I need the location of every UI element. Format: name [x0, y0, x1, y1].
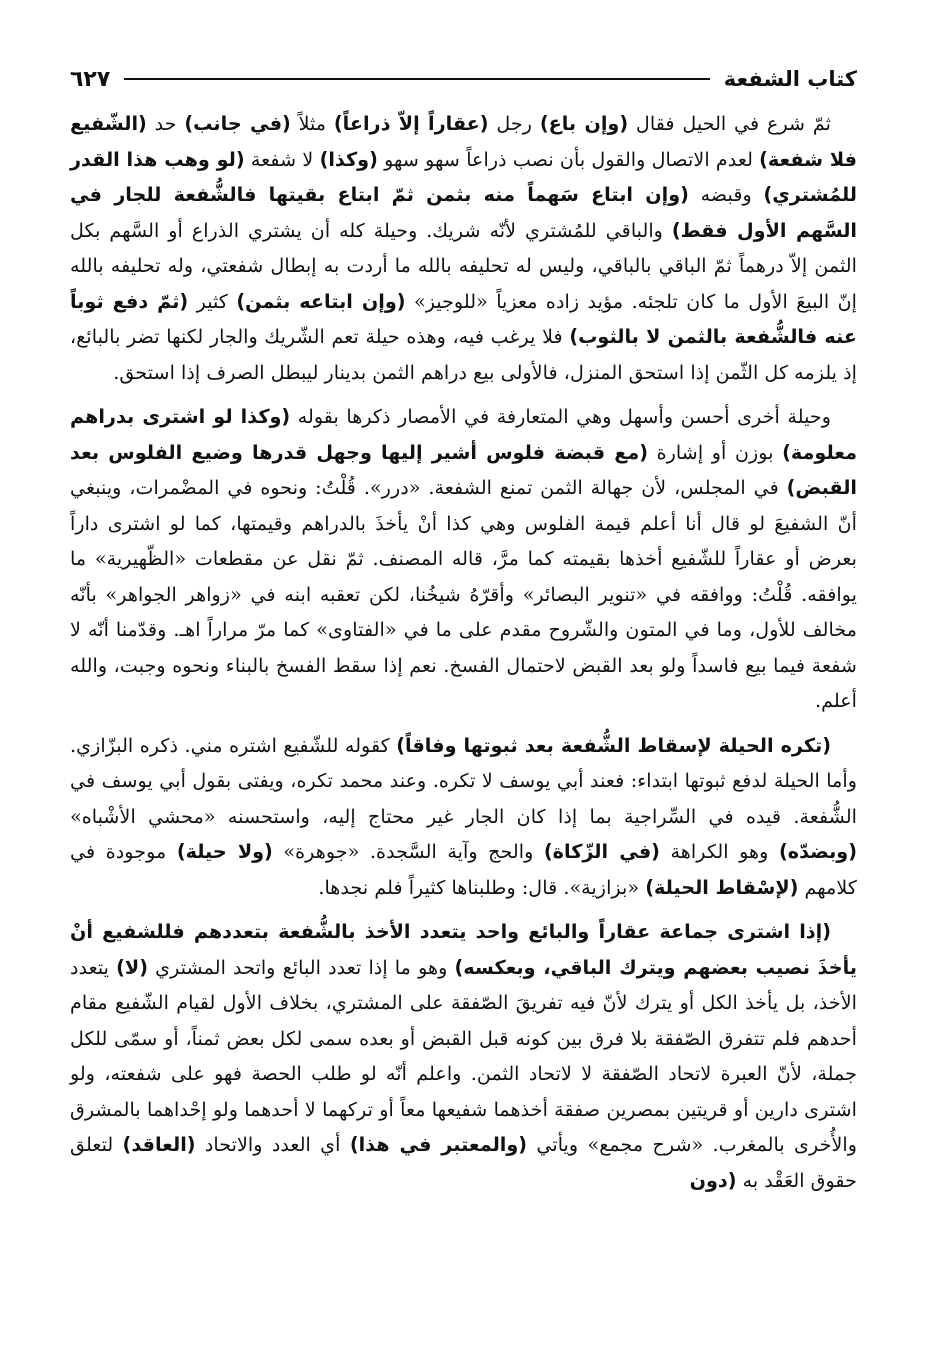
matn-text: (الشّفيع فلا شفعة) — [70, 112, 857, 171]
sharh-text: أي العدد والاتحاد — [195, 1133, 350, 1156]
paragraph-3 — [70, 728, 857, 906]
sharh-text: وحيلة أخرى أحسن وأسهل وهي المتعارفة في الأمصار ذكرها بقوله — [290, 405, 831, 428]
sharh-text: يتعدد الأخذ، بل يأخذ الكل أو يترك لأنّ فيه تفريقَ الصّفقة على المشتري، بخلاف الأول لقيام الشّفيع مقام أحدهم فلم تتفرق الصّفقة بلا فرق بين كونه قبل القبض أو بعده سمى لكل بعض ثمناً، أو سمّى للكل جملة، لأنّ العبرة لاتحاد الصّفقة لا لاتحاد الثمن. واعلم أنّه لو طلب الحصة فهو على شفعته، ولو اشترى دارين أو قريتين بمصرين صفقة أخذهما شفيعها معاً أو تركهما لا أحدهما ولو إحْداهما بالمشرق والأُخرى بالمغرب. «شرح مجمع» ويأتي — [70, 955, 857, 1156]
paragraph-1 — [70, 106, 857, 390]
matn-text: (وإن باع) — [539, 112, 629, 135]
matn-text: (لإسْقاط الحيلة) — [645, 875, 799, 899]
sharh-text: كثير — [188, 289, 237, 313]
matn-text: (وكذا لو اشترى بدراهم معلومة) — [70, 405, 857, 464]
page-number: ٦٢٧ — [70, 66, 111, 92]
sharh-text: والحج وآية السَّجدة. «جوهرة» — [272, 840, 544, 863]
matn-text: (دون — [689, 1168, 737, 1192]
sharh-text: رجل — [488, 112, 540, 135]
matn-text: (في الزّكاة) — [543, 840, 660, 863]
sharh-text: لتعلق حقوق العَقْد به — [70, 1133, 857, 1192]
header-rule — [124, 78, 709, 80]
matn-text: (والمعتبر في هذا) — [349, 1133, 528, 1156]
matn-text: (مع قبضة فلوس أشير إليها وجهل قدرها وضيع الفلوس بعد القبض) — [70, 440, 857, 499]
sharh-text: ثمّ شرع في الحيل فقال — [628, 112, 832, 135]
matn-text: (عقاراً إلاّ ذراعاً) — [333, 112, 489, 135]
sharh-text: لعدم الاتصال والقول بأن نصب ذراعاً سهو سهو — [377, 147, 760, 171]
matn-text: (لا) — [116, 955, 148, 979]
sharh-text: «بزازية». قال: وطلبناها كثيراً فلم نجدها. — [318, 875, 646, 899]
sharh-text: مثلاً — [290, 112, 334, 135]
matn-text: (ولا حيلة) — [176, 840, 273, 863]
sharh-text: وهو الكراهة — [659, 840, 779, 863]
sharh-text: والباقي للمُشتري لأنّه شريك. وحيلة كله أن يشتري الذراع أو السَّهم بكل الثمن إلاّ درهماً ثمّ الباقي بالباقي، وليس له تحليفه بالله ما أردت به إبطال شفعتي، وله تحليفه بالله إنّ البيعَ الأول ما كان تلجئه. مؤيد زاده معزياً «للوجيز» — [70, 218, 858, 313]
matn-text: (لو وهب هذا القدر للمُشتري) — [70, 147, 858, 206]
sharh-text: بوزن أو إشارة — [648, 440, 783, 464]
sharh-text: كقوله للشّفيع اشتره مني. ذكره البزّازي. وأما الحيلة لدفع ثبوتها ابتداء: فعند أبي يوسف لا تكره. وعند محمد تكره، ويفتى بقول أبي يوسف في الشُّفعة. قيده في السِّراجية بما إذا كان الجار غير محتاج إليه، واستحسنه «محشي الأشْباه» — [70, 733, 857, 828]
matn-text: (العاقد) — [122, 1133, 196, 1156]
matn-text: (وإن ابتاع سَهماً منه بثمن ثمّ ابتاع بقيتها فالشُّفعة للجار في السَّهم الأول فقط) — [70, 183, 857, 242]
matn-text: (تكره الحيلة لإسقاط الشُّفعة بعد ثبوتها وفاقاً) — [396, 733, 831, 757]
matn-text: (وكذا) — [319, 147, 378, 171]
matn-text: (وبضدّه) — [778, 840, 857, 863]
sharh-text: في المجلس، لأن جهالة الثمن تمنع الشفعة. «درر». قُلْتُ: ونحوه في المضْمرات، وينبغي أنّ الشفيعَ لو قال أنا أعلم قيمة الفلوس وهي كذا أنْ يأخذَ بالدراهم وقيمتها، كما لو اشترى داراً بعرض أو عقاراً للشّفيع أخذها بقيمته كما مرَّ، قاله المصنف. ثمّ نقل عن مقطعات «الظّهيرية» ما يوافقه. قُلْتُ: ووافقه في «تنوير البصائر» وأقرّهُ شيخُنا، لكن تعقبه ابنه في «زواهر الجواهر» بأنّه مخالف للأول، وما في المتون والشّروح مقدم على ما في «الفتاوى» كما مرّ مراراً اهـ. وقدّمنا أنّه لا شفعة فيما بيع فاسداً ولو بعد القبض لاحتمال الفسخ. نعم إذا سقط الفسخ بالبناء ونحوه وجبت، والله أعلم. — [70, 476, 857, 712]
page-header — [70, 62, 857, 96]
matn-text: (وإن ابتاعه بثمن) — [236, 289, 406, 313]
sharh-text: وقبضه — [688, 183, 764, 206]
page-body — [70, 106, 857, 1207]
paragraph-2 — [70, 399, 857, 719]
sharh-text: لا شفعة — [244, 147, 320, 171]
sharh-text: وهو ما إذا تعدد البائع واتحد المشتري — [147, 955, 455, 979]
paragraph-4 — [70, 914, 857, 1198]
matn-text: (إذا اشترى جماعة عقاراً والبائع واحد يتعدد الأخذ بالشُّفعة بتعددهم فللشفيع أنْ يأخذَ نصيب بعضهم ويترك الباقي، وبعكسه) — [70, 920, 857, 979]
sharh-text: فلا يرغب فيه، وهذه حيلة تعم الشّريك والجار لكنها تضر بالبائع، إذ يلزمه كل الثّمن إذا استحق المنزل، فالأولى بيع دراهم الثمن بدينار ليبطل الصرف إذا استحق. — [70, 325, 857, 384]
matn-text: (في جانب) — [184, 112, 291, 135]
sharh-text: حد — [146, 112, 185, 135]
matn-text: (ثمّ دفع ثوباً عنه فالشُّفعة بالثمن لا بالثوب) — [70, 289, 857, 348]
sharh-text: موجودة في كلامهم — [70, 840, 857, 899]
running-title: كتاب الشفعة — [723, 67, 857, 91]
